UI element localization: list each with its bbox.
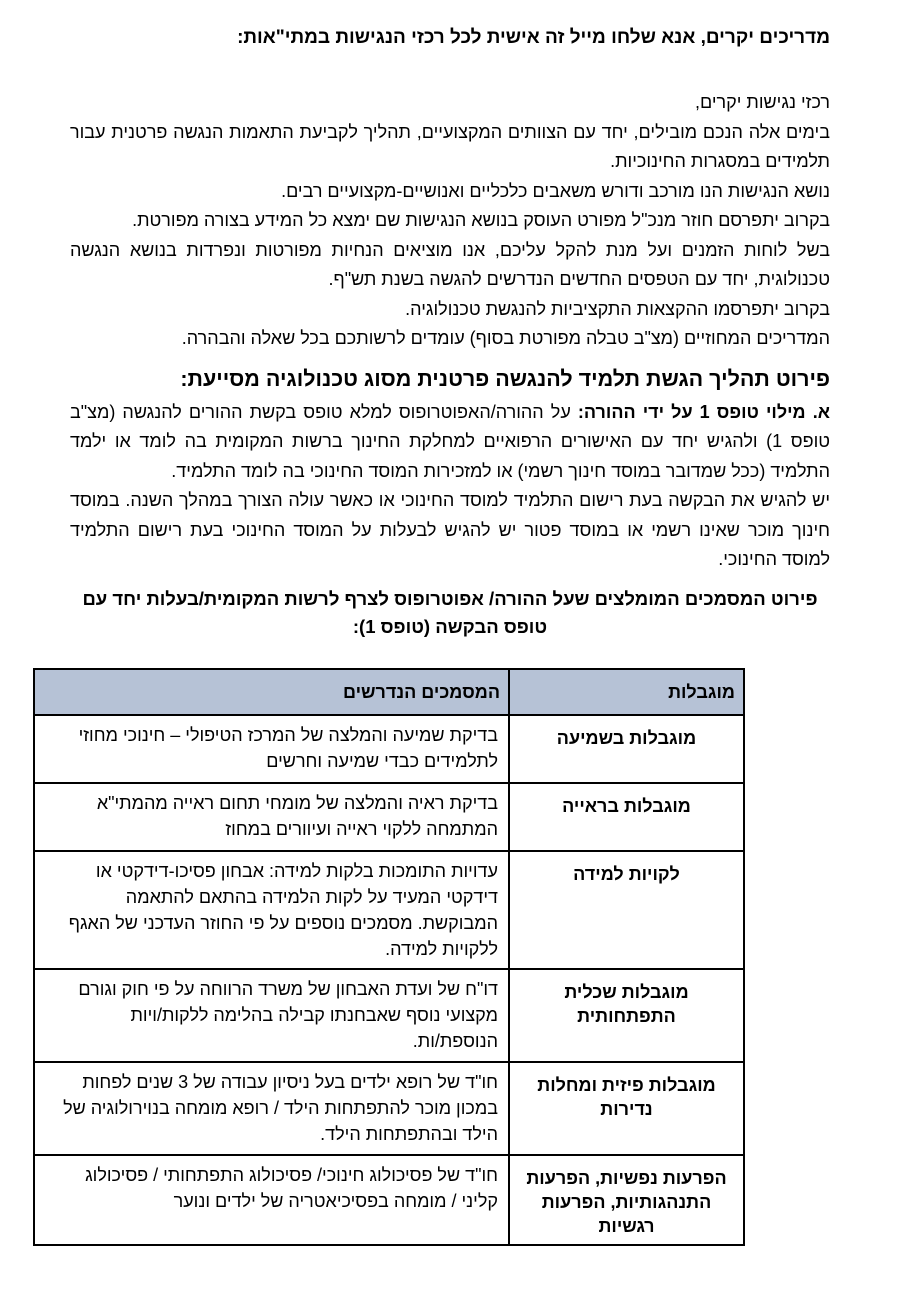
step-a-paragraph bbox=[70, 398, 830, 487]
table-row bbox=[34, 783, 744, 851]
required-documents-cell: בדיקת ראיה והמלצה של מומחי תחום ראייה מהמתי"א המתמחה ללקוי ראייה ועיוורים במחוז bbox=[34, 783, 509, 851]
intro-paragraph: בקרוב יתפרסם חוזר מנכ"ל מפורט העוסק בנושא הנגישות שם ימצא כל המידע בצורה מפורטת. bbox=[132, 210, 830, 230]
table-row bbox=[34, 715, 744, 783]
disability-category-cell: מוגבלות בראייה bbox=[509, 783, 744, 851]
intro-paragraph: בימים אלה הנכם מובילים, יחד עם הצוותים המקצועיים, תהליך לקביעת התאמות הנגשה פרטנית עבור תלמידים במסגרות החינוכיות. bbox=[70, 121, 830, 171]
intro-paragraphs bbox=[70, 88, 830, 354]
intro-paragraph: המדריכים המחוזיים (מצ"ב טבלה מפורטת בסוף) עומדים לרשותכם בכל שאלה והבהרה. bbox=[181, 328, 830, 348]
intro-heading: מדריכים יקרים, אנא שלחו מייל זה אישית לכל רכזי הנגישות במתי"אות: bbox=[237, 27, 830, 48]
intro-paragraph: בשל לוחות הזמנים ועל מנת להקל עליכם, אנו מוציאים הנחיות מפורטות ונפרדות בנושא הנגשה טכנולוגית, יחד עם הטפסים החדשים הנדרשים להגשה בשנת תש"ף. bbox=[70, 239, 830, 289]
table-row bbox=[34, 851, 744, 969]
required-documents-cell: דו"ח של ועדת האבחון של משרד הרווחה על פי חוק וגורם מקצועי נוסף שאבחנתו קבילה בהלימה ללקות/ויות הנוספת/ות. bbox=[34, 969, 509, 1062]
submission-note: יש להגיש את הבקשה בעת רישום התלמיד למוסד החינוכי או כאשר עולה הצורך במהלך השנה. במוסד חינוך מוכר שאינו רשמי או במוסד פטור יש להגיש לבעלות על המוסד החינוכי בעת רישום התלמיד למוסד החינוכי. bbox=[70, 490, 830, 569]
required-documents-cell: עדויות התומכות בלקות למידה: אבחון פסיכו-דידקטי או דידקטי המעיד על לקות הלמידה בהתאם להתאמה המבוקשת. מסמכים נוספים על פי החוזר העדכני של האגף ללקויות למידה. bbox=[34, 851, 509, 969]
step-a-text: על ההורה/האפוטרופוס למלא טופס בקשת ההורים להנגשה (מצ"ב טופס 1) ולהגיש יחד עם האישורים הרפואיים למחלקת החינוך ברשות המקומית בה לומד או ילמד התלמיד (ככל שמדובר במוסד חינוך רשמי) או למזכירות המוסד החינוכי בה לומד התלמיד. bbox=[70, 401, 831, 481]
table-row bbox=[34, 969, 744, 1062]
required-documents-table bbox=[33, 668, 745, 1246]
disability-category-cell: מוגבלות בשמיעה bbox=[509, 715, 744, 783]
header-documents: המסמכים הנדרשים bbox=[34, 669, 509, 715]
table-title: פירוט המסמכים המומלצים שעל ההורה/ אפוטרופוס לצרף לרשות המקומית/בעלות יחד עם טופס הבקשה (טופס 1): bbox=[82, 587, 818, 637]
step-a-label: א. מילוי טופס 1 על ידי ההורה: bbox=[577, 401, 830, 422]
required-documents-cell: חו"ד של פסיכולוג חינוכי/ פסיכולוג התפתחותי / פסיכולוג קליני / מומחה בפסיכיאטריה של ילדים ונוער bbox=[34, 1155, 509, 1245]
document-body bbox=[70, 20, 830, 641]
disability-category-cell: הפרעות נפשיות, הפרעות התנהגותיות, הפרעות רגשיות bbox=[509, 1155, 744, 1245]
disability-category-cell: מוגבלות שכלית התפתחותית bbox=[509, 969, 744, 1062]
table-header-row bbox=[34, 669, 744, 715]
section-title: פירוט תהליך הגשת תלמיד להנגשה פרטנית מסוג טכנולוגיה מסייעת: bbox=[180, 366, 830, 391]
header-category: מוגבלות bbox=[509, 669, 744, 715]
intro-paragraph: נושא הנגישות הנו מורכב ודורש משאבים כלכליים ואנושיים-מקצועיים רבים. bbox=[281, 180, 830, 201]
disability-category-cell: מוגבלות פיזית ומחלות נדירות bbox=[509, 1062, 744, 1155]
greeting-paragraph: רכזי נגישות יקרים, bbox=[695, 92, 830, 112]
disability-category-cell: לקויות למידה bbox=[509, 851, 744, 969]
table-row bbox=[34, 1155, 744, 1245]
required-documents-cell: חו"ד של רופא ילדים בעל ניסיון עבודה של 3 שנים לפחות במכון מוכר להתפתחות הילד / רופא מומחה בנוירולוגיה של הילד ובהתפתחות הילד. bbox=[34, 1062, 509, 1155]
table-row bbox=[34, 1062, 744, 1155]
required-documents-cell: בדיקת שמיעה והמלצה של המרכז הטיפולי – חינוכי מחוזי לתלמידים כבדי שמיעה וחרשים bbox=[34, 715, 509, 783]
intro-paragraph: בקרוב יתפרסמו ההקצאות התקציביות להנגשת טכנולוגיה. bbox=[405, 298, 830, 319]
